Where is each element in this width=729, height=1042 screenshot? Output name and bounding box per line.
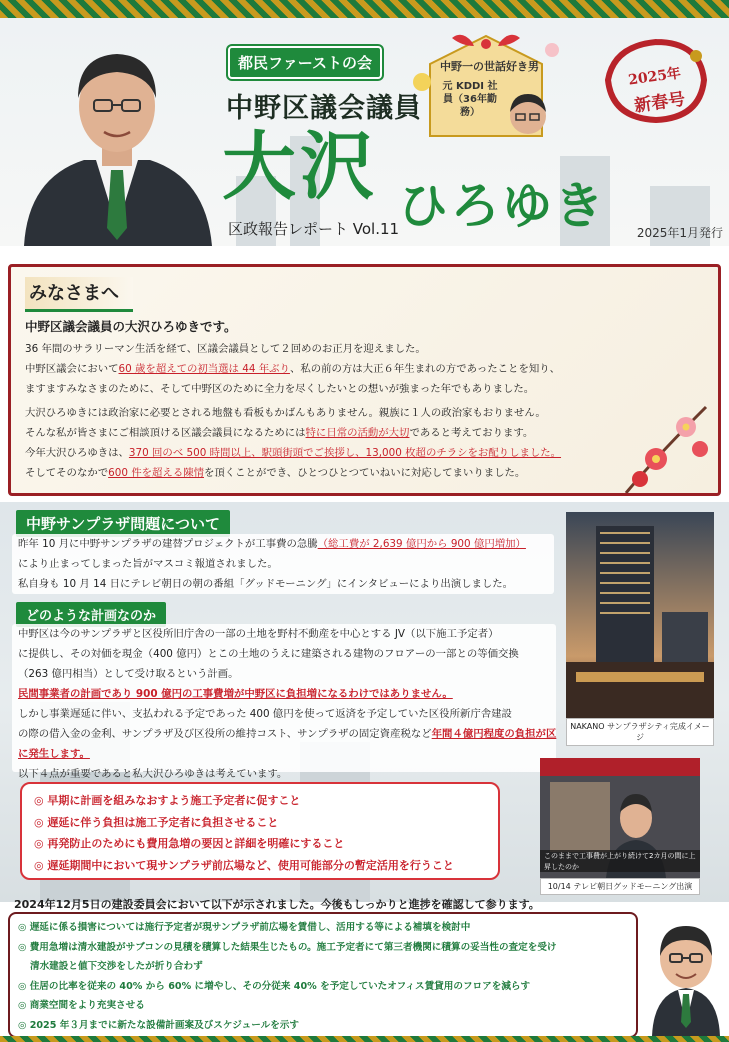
role-title: 中野区議会議員 [226, 93, 422, 124]
key-point: ◎ 早期に計画を組みなおすよう施工予定者に促すこと [34, 794, 301, 807]
candidate-name-kanji: 大沢 [222, 124, 378, 210]
committee-item: ◎ 費用急増は清水建設がサブコンの見積を積算した結果生じたもの。施工予定者にて第三者機関に積算の妥当性の査定を受け [18, 941, 557, 953]
greeting-paragraph: そんな私が皆さまにご相談頂ける区議会議員になるためには特に日常の活動が大切であると考えております。 [25, 427, 534, 439]
sunplaza-intro-text: 昨年 10 月に中野サンプラザの建替プロジェクトが工事費の急騰（総工費が 2,639 億円から 900 億円増加） により止まってしまった旨がマスコミ報道されました。 私自身も 10 月 14 日にテレビ朝日の朝の番組「グッドモーニング」にインタビューにより出演しました。 [18, 538, 526, 590]
issue-date: 2025年1月発行 [636, 226, 723, 240]
ema-career: 元 KDDI 社員（36年勤務） [442, 81, 498, 118]
candidate-name-kana: ひろゆき [398, 177, 606, 235]
key-points-box [20, 782, 500, 880]
report-volume: 区政報告レポート Vol.11 [228, 220, 400, 238]
greeting-paragraph: そしてそのなかで600 件を超える陳情を頂くことができ、ひとつひとつていねいに対応してまいりました。 [25, 467, 526, 479]
committee-item: ◎ 商業空間をより充実させる [18, 1000, 145, 1012]
greeting-section [8, 264, 721, 496]
top-decorative-stripe [0, 0, 729, 18]
committee-list-box [8, 912, 638, 1038]
party-badge: 都民ファーストの会 [228, 46, 382, 79]
greeting-body [25, 317, 685, 483]
key-point: ◎ 遅延期間中において現サンプラザ前広場など、使用可能部分の暫定活用を行うこと [34, 858, 454, 872]
bottom-decorative-stripe [0, 1036, 729, 1042]
greeting-lead: 中野区議会議員の大沢ひろゆきです。 [25, 319, 237, 334]
committee-item: ◎ 住居の比率を従来の 40% から 60% に増やし、その分従来 40% を予定していたオフィス賃貸用のフロアを減らす [18, 980, 531, 992]
committee-item: ◎ 遅延に係る損害については施行予定者が現サンプラザ前広場を賃借し、活用する等による補填を検討中 [18, 922, 471, 933]
plan-text: 中野区は今のサンプラザと区役所旧庁舎の一部の土地を野村不動産を中心とする JV（以下施工予定者） に提供し、その対価を現金（400 億円）とこの土地のうえに建築される建物のフロアーの一部との等価交換 （263 億円相当）として受け取るという計画。 民間事業者の計画であり 900 億円の工事費増が中野区に負担増になるわけではありません。 しかし事業遅延に伴い、支払われる予定であった 400 億円を使って返済を予定していた区役所新庁舎建設 の際の借入金の金利、サンプラザ及び区役所の維持コスト、サンプラザの固定資産税など年間４億円程度の負担が区に発生します。 以下４点が重要であると私大沢ひろゆきは考えています。 [18, 628, 557, 780]
tv-caption-text: このままで工事費が上がり続けて2カ月の間に上昇したのか [544, 852, 696, 871]
ema-slogan: 中野一の世話好き男 [440, 60, 539, 73]
sunplaza-city-rendering-image [566, 512, 714, 718]
greeting-paragraph: ますますみなさまのために、そして中野区のために全力を尽くしたいとの想いが強まった年でもありました。 [25, 383, 535, 395]
candidate-portrait [14, 28, 220, 246]
tv-interview-caption: 10/14 テレビ朝日グッドモーニング出演 [540, 878, 700, 895]
greeting-title: みなさまへ [25, 277, 133, 312]
greeting-paragraph: 中野区議会において60 歳を超えての初当選は 44 年ぶり、私の前の方は大正６年生まれの方であったことを知り、 [25, 363, 561, 375]
sunplaza-heading: 中野サンプラザ問題について [16, 510, 230, 537]
plum-blossom-decoration [616, 397, 712, 496]
committee-heading: 2024年12月5日の建設委員会において以下が示されました。今後もしっかりと進捗を確認して参ります。 [14, 898, 540, 911]
new-year-issue-label: 新春号 [633, 89, 687, 117]
rendering-caption: NAKANO サンプラザシティ完成イメージ [566, 718, 714, 746]
plan-heading: どのような計画なのか [16, 602, 166, 627]
greeting-paragraph: 36 年間のサラリーマン生活を経て、区議会議員として２回めのお正月を迎えました。 [25, 343, 426, 355]
key-point: ◎ 再発防止のためにも費用急増の要因と詳細を明確にすること [34, 837, 345, 850]
greeting-paragraph: 大沢ひろゆきには政治家に必要とされる地盤も看板もかばんもありません。親族に１人の政治家もおりません。 [25, 407, 546, 419]
key-point: ◎ 遅延に伴う負担は施工予定者に負担させること [34, 815, 279, 829]
greeting-paragraph: 今年大沢ひろゆきは、370 回のべ 500 時間以上、駅頭街頭でご挨拶し、13,000 枚超のチラシをお配りしました。 [25, 447, 562, 459]
committee-item: 清水建設と値下交渉をしたが折り合わず [30, 961, 203, 973]
new-year-label: 2025年 [627, 65, 682, 89]
committee-item: ◎ 2025 年３月までに新たな設備計画案及びスケジュールを示す [18, 1019, 300, 1031]
candidate-mascot-illustration [648, 912, 724, 1036]
